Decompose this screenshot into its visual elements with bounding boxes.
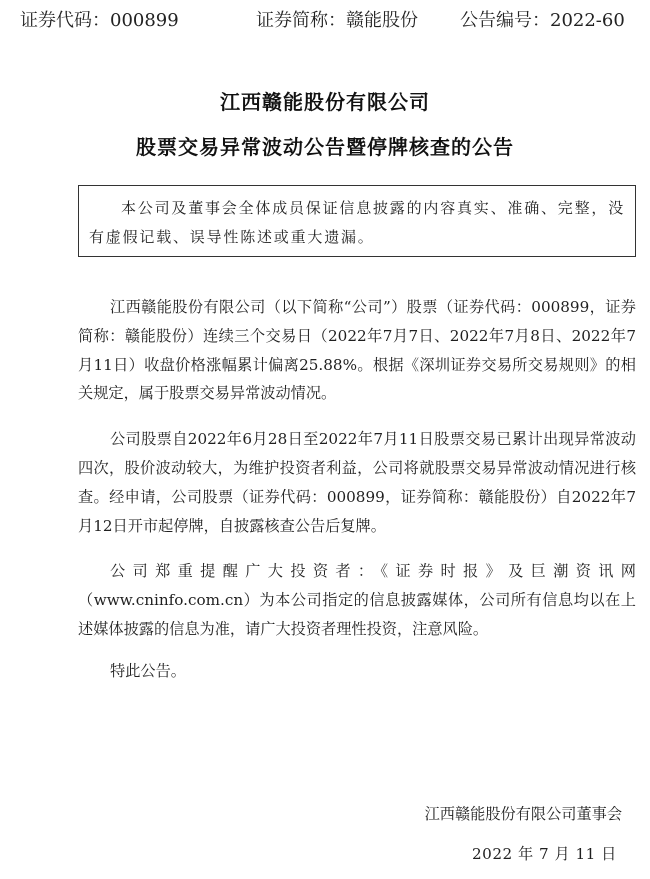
stock-abbreviation: 证券简称：赣能股份 bbox=[256, 10, 418, 31]
closing-line: 特此公告。 bbox=[110, 661, 186, 680]
notice-number: 公告编号：2022-60 bbox=[460, 10, 625, 31]
signature-date: 2022 年 7 月 11 日 bbox=[472, 845, 617, 863]
document-header bbox=[0, 6, 650, 36]
stock-code: 证券代码：000899 bbox=[20, 10, 179, 31]
notice-title: 股票交易异常波动公告暨停牌核查的公告 bbox=[136, 135, 514, 159]
company-title: 江西赣能股份有限公司 bbox=[220, 90, 430, 114]
body-paragraph-1: 江西赣能股份有限公司（以下简称“公司”）股票（证券代码：000899，证券简称：赣能股份）连续三个交易日（2022年7月7日、2022年7月8日、2022年7月11日）收盘价格涨幅累计偏离25.88%。根据《深圳证券交易所交易规则》的相关规定，属于股票交易异常波动情况。 bbox=[78, 298, 636, 403]
notice-body bbox=[78, 293, 636, 686]
disclosure-statement-box: 本公司及董事会全体成员保证信息披露的内容真实、准确、完整，没有虚假记载、误导性陈述或重大遗漏。 bbox=[78, 185, 636, 257]
body-paragraph-2: 公司股票自2022年6月28日至2022年7月11日股票交易已累计出现异常波动四次，股价波动较大，为维护投资者利益，公司将就股票交易异常波动情况进行核查。经申请，公司股票（证券代码：000899，证券简称：赣能股份）自2022年7月12日开市起停牌，自披露核查公告后复牌。 bbox=[78, 430, 636, 535]
signature-company: 江西赣能股份有限公司董事会 bbox=[424, 805, 622, 823]
body-paragraph-3: 公司郑重提醒广大投资者：《证券时报》及巨潮资讯网（www.cninfo.com.cn）为本公司指定的信息披露媒体，公司所有信息均以在上述媒体披露的信息为准，请广大投资者理性投资，注意风险。 bbox=[78, 562, 636, 638]
